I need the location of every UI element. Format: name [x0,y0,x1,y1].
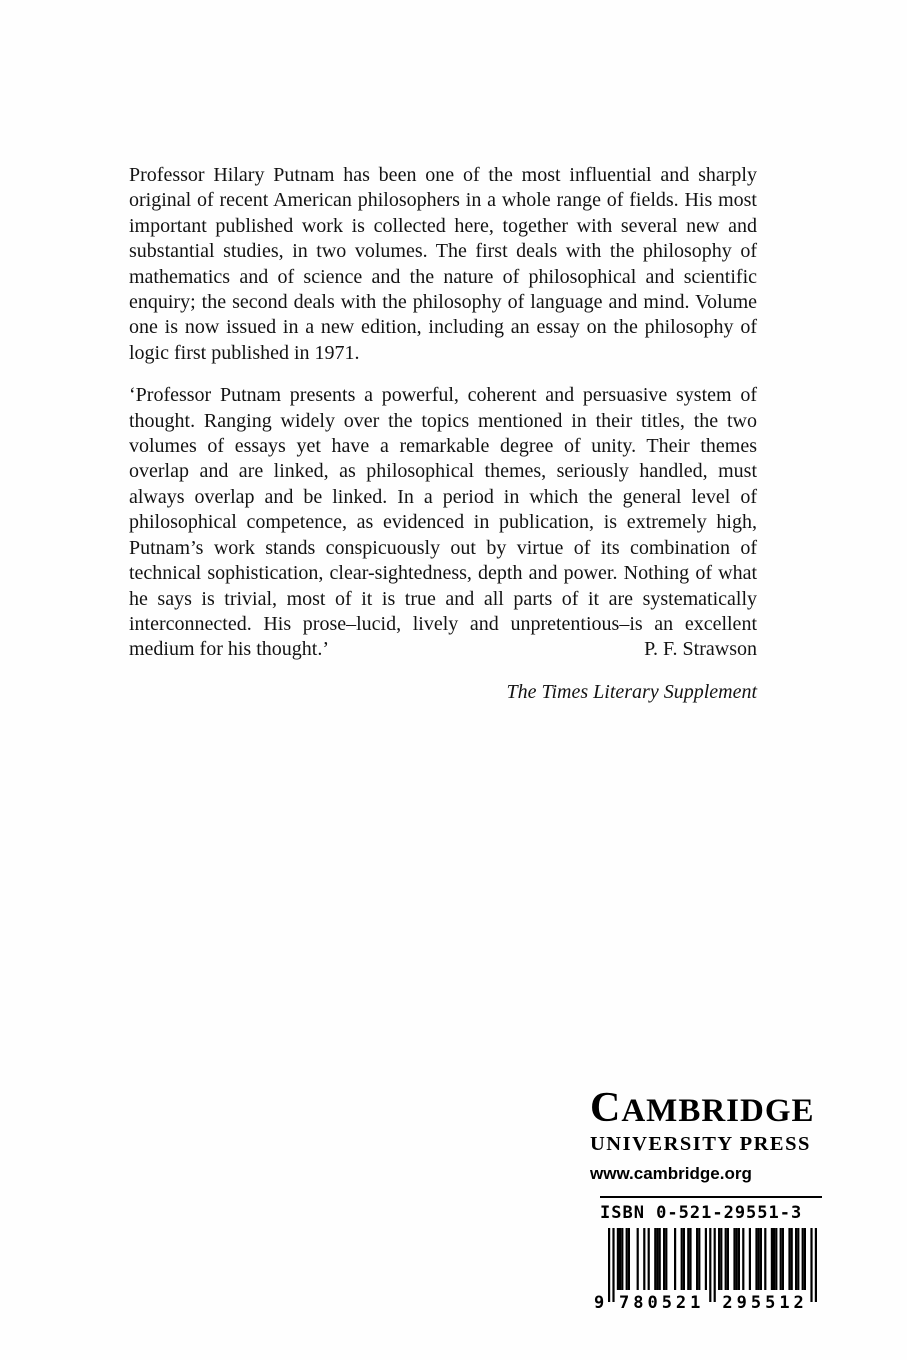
publisher-name: CAMBRIDGE [590,1085,815,1131]
publisher-subtitle: UNIVERSITY PRESS [590,1133,811,1156]
blurb-paragraph-1: Professor Hilary Putnam has been one of the most influential and sharply original of recent American philosophers in a whole range of fields. His most important published work is collected here, together with several new and substantial studies, in two volumes. The first deals with the philosophy of mathematics and of science and the nature of philosophical and scientific enquiry; the second deals with the philosophy of language and mind. Volume one is now issued in a new edition, including an essay on the philosophy of logic first published in 1971. [129,164,757,364]
svg-text:295512: 295512 [722,1293,808,1312]
review-source: The Times Literary Supplement [506,680,757,703]
review-quote-paragraph [129,383,757,662]
publisher-block [590,1086,826,1184]
svg-text:9: 9 [594,1293,605,1312]
ean13-barcode [592,1228,824,1312]
back-cover-blurb [129,163,757,705]
isbn-block [600,1196,822,1223]
review-quote-text: ‘Professor Putnam presents a powerful, coherent and persuasive system of thought. Ranging widely over the topics mentioned in their titles, the two volumes of essays yet have a remarkable degree of unity. Their themes overlap and are linked, as philosophical themes, seriously handled, must always overlap and be linked. In a period in which the general level of philosophical competence, as evidenced in publication, is extremely high, Putnam’s work stands conspicuously out by virtue of its combination of technical sophistication, clear-sightedness, depth and power. Nothing of what he says is trivial, most of it is true and all parts of it are systematically interconnected. His prose–lucid, lively and unpretentious–is an excellent medium for his thought.’ [129,384,757,661]
isbn-label: ISBN 0-521-29551-3 [600,1203,803,1223]
ean13-barcode-svg [592,1228,824,1312]
publisher-website: www.cambridge.org [590,1164,752,1184]
isbn-top-rule [600,1196,822,1198]
svg-text:780521: 780521 [618,1293,705,1312]
review-attribution: P. F. Strawson [644,638,757,661]
